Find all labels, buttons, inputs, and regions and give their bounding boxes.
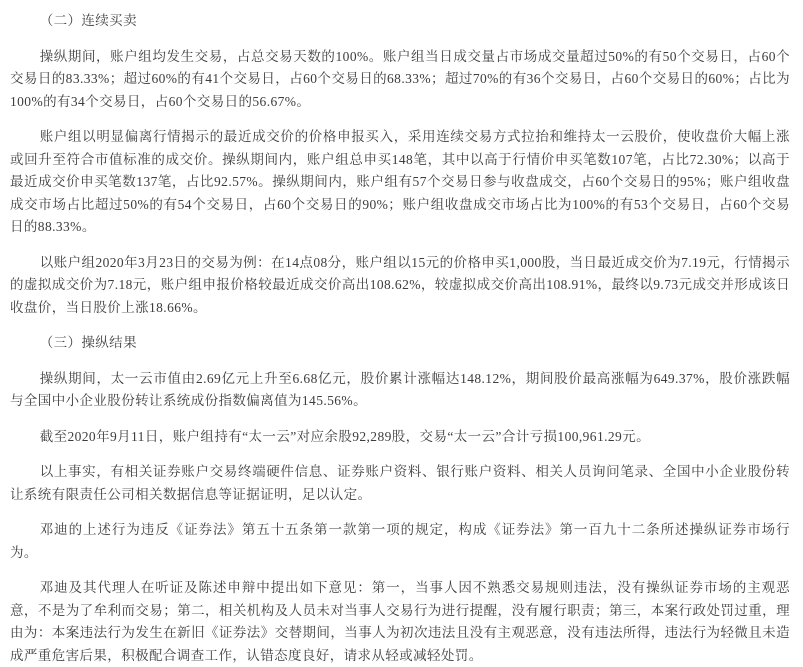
paragraph-defense-statement: 邓迪及其代理人在听证及陈述申辩中提出如下意见：第一，当事人因不熟悉交易规则违法，没有操纵证券市场的主观恶意，不是为了牟利而交易；第二，相关机构及人员未对当事人交易行为进行提醒，没有履行职责；第三，本案行政处罚过重，理由为：本案违法行为发生在新旧《证券法》交替期间，当事人为初次违法且没有主观恶意，没有违法所得，违法行为轻微且未造成严重危害后果，积极配合调查工作，认错态度良好，请求从轻或减轻处罚。	[10, 580, 790, 663]
paragraph-market-value-change: 操纵期间，太一云市值由2.69亿元上升至6.68亿元，股价累计涨幅达148.12%，期间股价最高涨幅为649.37%，股价涨跌幅与全国中小企业股份转让系统成份指数偏离值为145.56%。	[10, 370, 790, 408]
paragraph-evidence: 以上事实，有相关证券账户交易终端硬件信息、证券账户资料、银行账户资料、相关人员询问笔录、全国中小企业股份转让系统有限责任公司相关数据信息等证据证明，足以认定。	[10, 464, 790, 502]
section-heading-continuous-trading: （二）连续买卖	[39, 13, 137, 28]
paragraph-legal-violation: 邓迪的上述行为违反《证券法》第五十五条第一款第一项的规定，构成《证券法》第一百九十二条所述操纵证券市场行为。	[10, 522, 790, 560]
paragraph-bid-behavior: 账户组以明显偏离行情揭示的最近成交价的价格申报买入，采用连续交易方式拉抬和维持太一云股价，使收盘价大幅上涨或回升至符合市值标准的成交价。操纵期间内，账户组总申买148笔，其中以高于行情价申买笔数107笔，占比72.30%；以高于最近成交价申买笔数137笔，占比92.57%。操纵期间内，账户组有57个交易日参与收盘成交，占60个交易日的95%；账户组收盘成交市场占比超过50%的有54个交易日，占60个交易日的90%；账户组收盘成交市场占比为100%的有53个交易日，占60个交易日的88.33%。	[10, 129, 790, 234]
paragraph-trading-days-ratio: 操纵期间，账户组均发生交易，占总交易天数的100%。账户组当日成交量占市场成交量超过50%的有50个交易日，占60个交易日的83.33%；超过60%的有41个交易日，占60个交易日的68.33%；超过70%的有36个交易日，占60个交易日的60%；占比为100%的有34个交易日，占60个交易日的56.67%。	[10, 48, 790, 109]
paragraph-holdings-and-loss: 截至2020年9月11日，账户组持有“太一云”对应余股92,289股，交易“太一云”合计亏损100,961.29元。	[39, 428, 650, 444]
section-heading-manipulation-result: （三）操纵结果	[39, 335, 137, 350]
paragraph-trade-example: 以账户组2020年3月23日的交易为例：在14点08分，账户组以15元的价格申买1,000股，当日最近成交价为7.19元，行情揭示的虚拟成交价为7.18元，账户组申报价格较最近成交价高出108.62%，较虚拟成交价高出108.91%，最终以9.73元成交并形成该日收盘价，当日股价上涨18.66%。	[10, 254, 790, 315]
